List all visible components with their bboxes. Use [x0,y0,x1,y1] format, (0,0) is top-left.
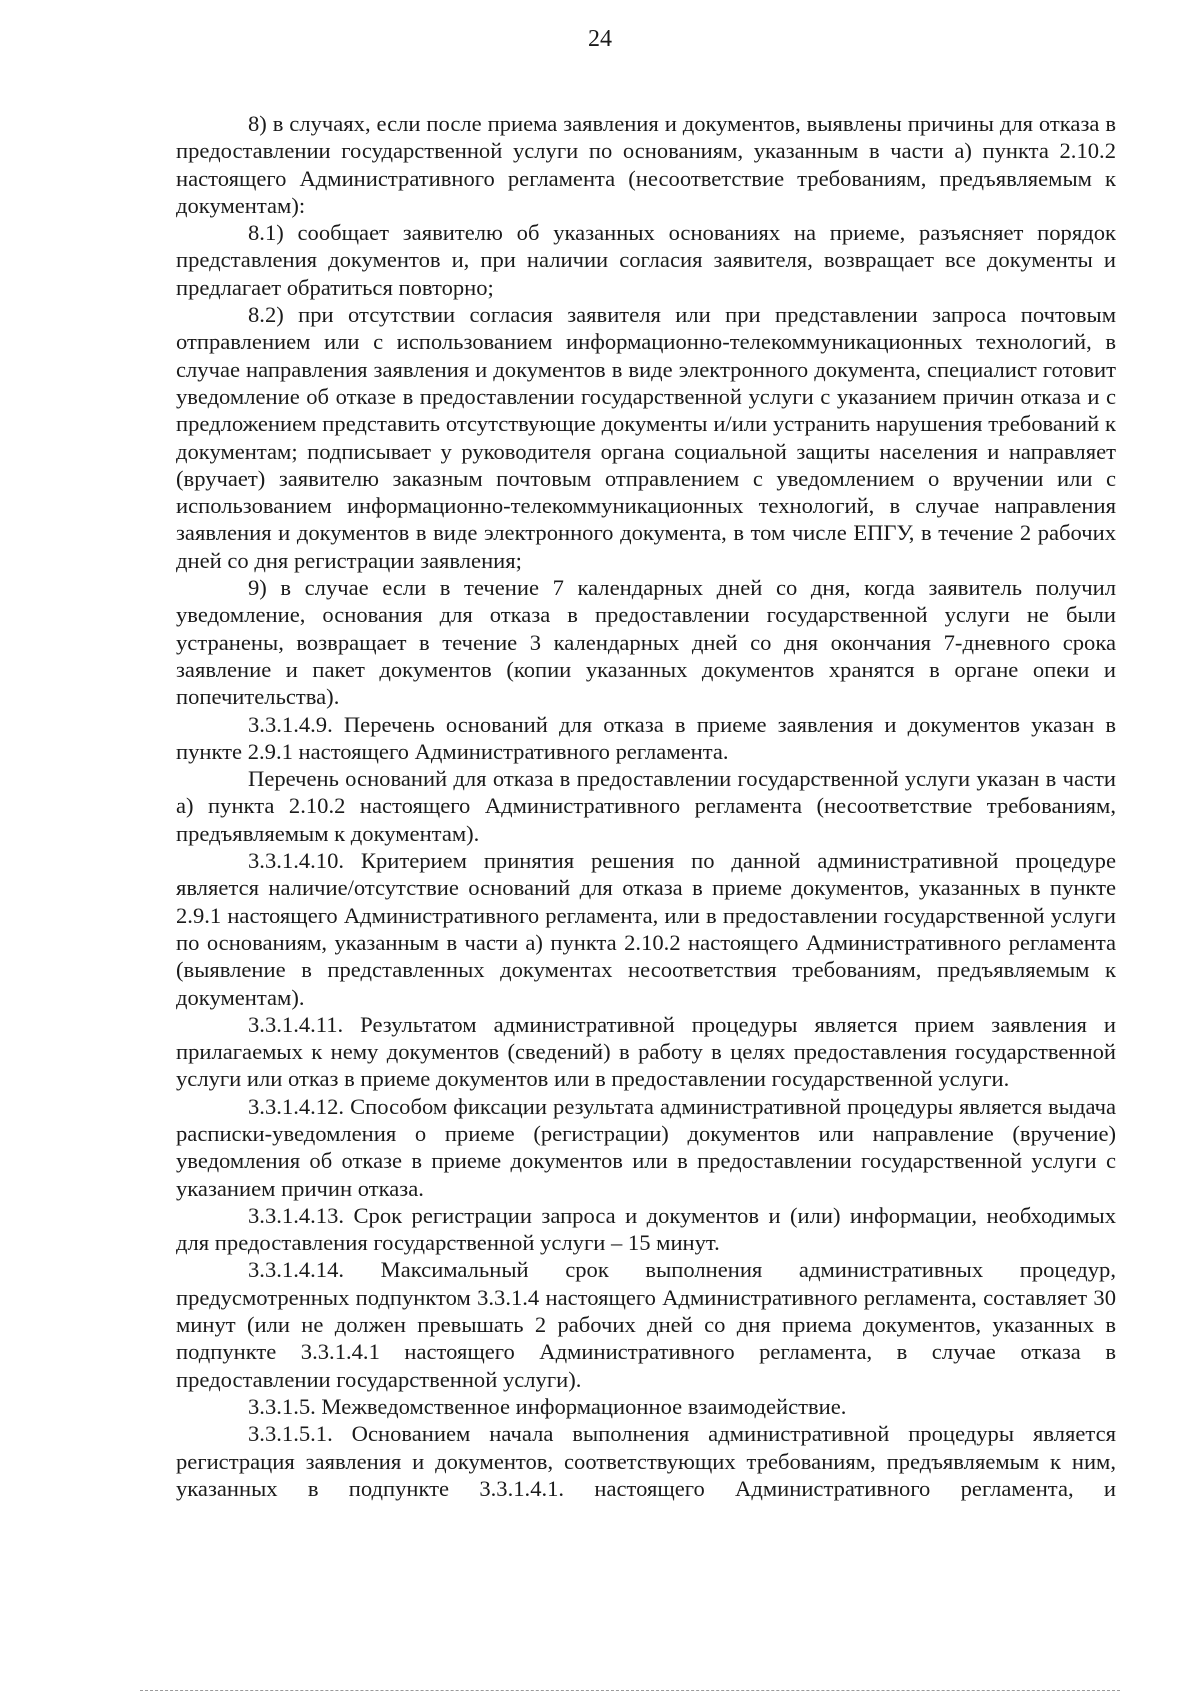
paragraph-3-3-1-4-12: 3.3.1.4.12. Способом фиксации результата административной процедуры является выдача расписки-уведомления о приеме (регистрации) документов или направление (вручение) уведомления об отказе в приеме документов или в предоставлении государственной услуги с указанием причин отказа. [176,1093,1116,1201]
page-bottom-rule [140,1690,1120,1691]
paragraph-9: 9) в случае если в течение 7 календарных дней со дня, когда заявитель получил уведомление, основания для отказа в предоставлении государственной услуги не были устранены, возвращает в течение 3 календарных дней со дня окончания 7-дневного срока заявление и пакет документов (копии указанных документов хранятся в органе опеки и попечительства). [176,575,1116,710]
paragraph-3-3-1-4-11: 3.3.1.4.11. Результатом административной процедуры является прием заявления и прилагаемых к нему документов (сведений) в работу в целях предоставления государственной услуги или отказ в приеме документов или в предоставлении государственной услуги. [176,1011,1116,1092]
paragraph-8-2: 8.2) при отсутствии согласия заявителя или при представлении запроса почтовым отправлением или с использованием информационно-телекоммуникационных технологий, в случае направления заявления и документов в виде электронного документа, специалист готовит уведомление об отказе в предоставлении государственной услуги с указанием причин отказа и с предложением представить отсутствующие документы и/или устранить нарушения требований к документам; подписывает у руководителя органа социальной защиты населения и направляет (вручает) заявителю заказным почтовым отправлением с уведомлением о вручении или с использованием информационно-телекоммуникационных технологий, в случае направления заявления и документов в виде электронного документа, в том числе ЕПГУ, в течение 2 рабочих дней со дня регистрации заявления; [176,302,1116,573]
paragraph-3-3-1-4-13: 3.3.1.4.13. Срок регистрации запроса и документов и (или) информации, необходимых для предоставления государственной услуги – 15 минут. [176,1202,1116,1256]
paragraph-3-3-1-5: 3.3.1.5. Межведомственное информационное взаимодействие. [248,1393,847,1419]
paragraph-3-3-1-4-10: 3.3.1.4.10. Критерием принятия решения по данной административной процедуре является наличие/отсутствие оснований для отказа в приеме документов, указанных в пункте 2.9.1 настоящего Административного регламента, или в предоставлении государственной услуги по основаниям, указанным в части а) пункта 2.10.2 настоящего Административного регламента (выявление в представленных документах несоответствия требованиям, предъявляемым к документам). [176,848,1116,1010]
paragraph-refusal-grounds: Перечень оснований для отказа в предоставлении государственной услуги указан в части а) пункта 2.10.2 настоящего Административного регламента (несоответствие требованиям, предъявляемым к документам). [176,766,1116,846]
page-number: 24 [588,26,612,52]
paragraph-3-3-1-5-1: 3.3.1.5.1. Основанием начала выполнения административной процедуры является регистрация заявления и документов, соответствующих требованиям, предъявляемым к ним, указанных в подпункте 3.3.1.4.1. настоящего Административного регламента, и [176,1421,1116,1501]
document-body [176,110,1116,1502]
paragraph-8-1: 8.1) сообщает заявителю об указанных основаниях на приеме, разъясняет порядок представления документов и, при наличии согласия заявителя, возвращает все документы и предлагает обратиться повторно; [176,220,1116,300]
paragraph-3-3-1-4-9: 3.3.1.4.9. Перечень оснований для отказа в приеме заявления и документов указан в пункте 2.9.1 настоящего Административного регламента. [176,711,1116,764]
paragraph-8: 8) в случаях, если после приема заявления и документов, выявлены причины для отказа в предоставлении государственной услуги по основаниям, указанным в части а) пункта 2.10.2 настоящего Административного регламента (несоответствие требованиям, предъявляемым к документам): [176,111,1116,218]
paragraph-3-3-1-4-14: 3.3.1.4.14. Максимальный срок выполнения административных процедур, предусмотренных подпунктом 3.3.1.4 настоящего Административного регламента, составляет 30 минут (или не должен превышать 2 рабочих дней со дня приема документов, указанных в подпункте 3.3.1.4.1 настоящего Административного регламента, в случае отказа в предоставлении государственной услуги). [176,1257,1116,1392]
